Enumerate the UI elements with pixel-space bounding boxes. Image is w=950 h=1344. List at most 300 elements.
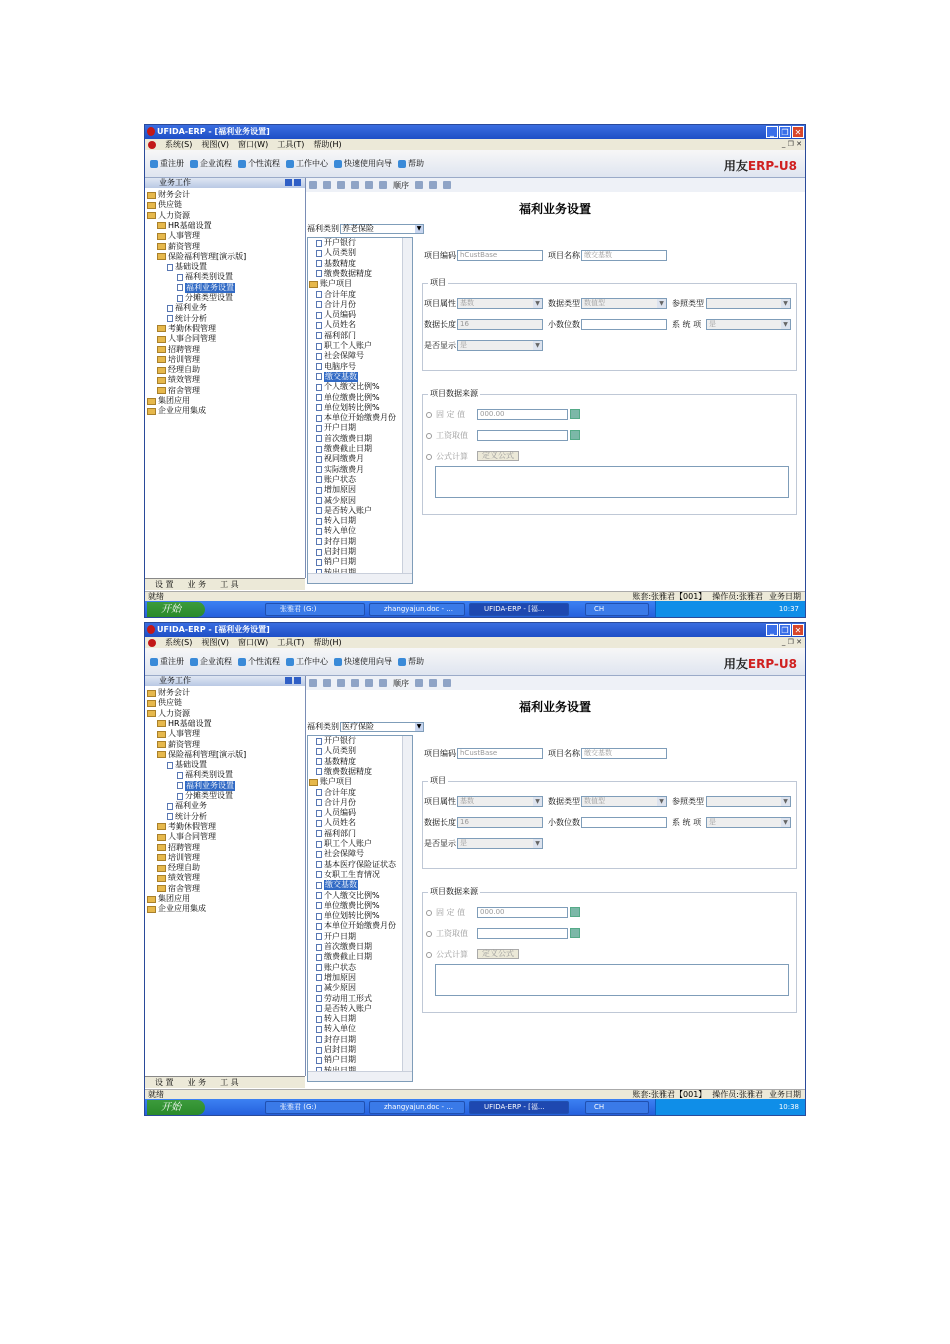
- exit-icon[interactable]: [443, 181, 451, 189]
- list-item[interactable]: [316, 238, 356, 248]
- enterprise-flow-button[interactable]: 企业流程: [190, 656, 232, 667]
- list-item[interactable]: [309, 279, 352, 289]
- code-field[interactable]: hCustBase: [457, 748, 543, 759]
- sys-label: 系 统 项: [672, 320, 702, 329]
- list-item[interactable]: [316, 891, 380, 901]
- folder-icon: [157, 222, 166, 229]
- tree-node[interactable]: [177, 293, 233, 303]
- work-center-button[interactable]: 工作中心: [286, 158, 328, 169]
- category-select[interactable]: [340, 224, 424, 234]
- dec-field[interactable]: [581, 319, 667, 330]
- fixed-lookup-icon[interactable]: [570, 907, 580, 917]
- tree-node-label: 培训管理: [168, 354, 200, 364]
- minimize-icon[interactable]: _: [766, 624, 778, 636]
- chevron-down-icon[interactable]: ▼: [657, 299, 666, 308]
- work-center-button[interactable]: 工作中心: [286, 656, 328, 667]
- fixed-field[interactable]: 000.00: [477, 907, 568, 918]
- tree-node[interactable]: [147, 396, 190, 406]
- save-icon[interactable]: [285, 179, 292, 186]
- menu-help[interactable]: 帮助(H): [313, 140, 342, 149]
- folder-icon: [157, 751, 166, 758]
- list-item-label: 缴费数据精度: [324, 766, 372, 776]
- page-icon: [316, 892, 322, 899]
- list-item[interactable]: [316, 444, 372, 454]
- tree-node[interactable]: [157, 822, 216, 832]
- quick-wizard-button[interactable]: 快速使用向导: [334, 158, 392, 169]
- menu-tools[interactable]: 工具(T): [277, 140, 305, 149]
- list-item[interactable]: [316, 547, 356, 557]
- attr-select[interactable]: 基数 ▼: [457, 796, 543, 807]
- name-field[interactable]: 缴交基数: [581, 250, 667, 261]
- list-item[interactable]: [316, 516, 356, 526]
- tree-node[interactable]: [157, 832, 216, 842]
- list-item[interactable]: [316, 475, 356, 485]
- delete-icon[interactable]: [337, 181, 345, 189]
- list-item[interactable]: [316, 506, 372, 516]
- list-item[interactable]: [316, 269, 372, 279]
- list-item[interactable]: [316, 808, 356, 818]
- list-item[interactable]: [316, 259, 356, 269]
- list-item[interactable]: [316, 1004, 372, 1014]
- list-item[interactable]: [316, 818, 356, 828]
- window-title: UFIDA-ERP - [福利业务设置]: [157, 127, 270, 136]
- undo-icon[interactable]: [365, 181, 373, 189]
- page-icon: [316, 332, 322, 339]
- list-item[interactable]: [316, 963, 356, 973]
- formula-textarea[interactable]: [435, 964, 789, 996]
- list-item[interactable]: [316, 973, 356, 983]
- chevron-down-icon[interactable]: ▼: [781, 320, 790, 329]
- list-item[interactable]: [316, 860, 396, 870]
- chevron-down-icon[interactable]: ▼: [657, 797, 666, 806]
- rtype-select[interactable]: [706, 298, 791, 309]
- folder-icon: [147, 690, 156, 697]
- folder-icon: [157, 377, 166, 384]
- list-item[interactable]: [316, 1014, 356, 1024]
- list-item[interactable]: [309, 777, 352, 787]
- quick-wizard-button[interactable]: 快速使用向导: [334, 656, 392, 667]
- name-field[interactable]: 缴交基数: [581, 748, 667, 759]
- page-icon: [316, 446, 322, 453]
- page-icon: [316, 861, 322, 868]
- tree-node[interactable]: [157, 729, 200, 739]
- list-item[interactable]: [316, 310, 356, 320]
- list-item-label: 转入日期: [324, 516, 356, 526]
- folder-icon: [147, 710, 156, 717]
- horizontal-scrollbar[interactable]: [308, 573, 412, 583]
- tree-node[interactable]: [177, 791, 233, 801]
- tree-node[interactable]: [147, 698, 182, 708]
- list-item-label: 首次缴费日期: [324, 942, 372, 951]
- chevron-down-icon[interactable]: ▼: [781, 797, 790, 806]
- menu-help[interactable]: 帮助(H): [313, 638, 342, 647]
- list-item[interactable]: [316, 880, 358, 890]
- list-item[interactable]: [316, 932, 356, 942]
- list-item[interactable]: [316, 454, 364, 464]
- delete-icon[interactable]: [337, 679, 345, 687]
- list-item[interactable]: [316, 829, 356, 839]
- task-word[interactable]: zhangyajun.doc - ...: [369, 603, 465, 616]
- tree-node-label: 集团应用: [158, 396, 190, 405]
- list-item[interactable]: [316, 341, 372, 351]
- page-icon: [316, 738, 322, 745]
- wage-field[interactable]: [477, 928, 568, 939]
- vertical-scrollbar[interactable]: [402, 736, 412, 1081]
- tree-node-label: HR基础设置: [168, 718, 212, 728]
- list-item[interactable]: [316, 290, 356, 300]
- mdi-controls[interactable]: _ ❐ ✕: [781, 140, 802, 148]
- chevron-down-icon[interactable]: ▼: [416, 224, 422, 232]
- rtype-select[interactable]: [706, 796, 791, 807]
- pin-icon[interactable]: [294, 179, 301, 186]
- tree-node[interactable]: [157, 355, 200, 365]
- item-list: [307, 237, 413, 584]
- sys-select[interactable]: 是 ▼: [706, 817, 791, 828]
- folder-icon: [147, 906, 156, 913]
- list-item[interactable]: [316, 537, 356, 547]
- dec-field[interactable]: [581, 817, 667, 828]
- list-item-label: 人员编码: [324, 808, 356, 818]
- menu-view[interactable]: 视图(V): [201, 140, 230, 149]
- wage-field[interactable]: [477, 430, 568, 441]
- page-icon: [316, 528, 322, 535]
- list-item[interactable]: [316, 300, 356, 310]
- dec-label: 小数位数: [548, 320, 580, 329]
- vertical-scrollbar[interactable]: [402, 238, 412, 583]
- list-item[interactable]: [316, 351, 364, 361]
- tree-node-label: HR基础设置: [168, 220, 212, 230]
- tree-node[interactable]: [157, 719, 212, 729]
- menu-tools[interactable]: 工具(T): [277, 638, 305, 647]
- task-ufida[interactable]: UFIDA-ERP - [福...: [469, 1101, 569, 1114]
- page-icon: [316, 1047, 322, 1054]
- save-icon[interactable]: [351, 181, 359, 189]
- tree-node[interactable]: [147, 688, 190, 698]
- tree-node[interactable]: [147, 904, 206, 914]
- tree-node-label: 考勤休假管理: [168, 821, 216, 831]
- ime-indicator[interactable]: CH: [585, 1101, 649, 1114]
- page-icon: [177, 284, 183, 291]
- tree-node[interactable]: [167, 801, 207, 811]
- folder-icon: [157, 844, 166, 851]
- task-folder[interactable]: 张雅君 (G:): [265, 603, 365, 616]
- help-icon[interactable]: [429, 679, 437, 687]
- list-item-label: 基数精度: [324, 258, 356, 268]
- tab-tools[interactable]: 工 具: [220, 580, 239, 589]
- list-item-label: 本单位开始缴费月份: [324, 413, 396, 423]
- list-item[interactable]: [316, 413, 396, 423]
- tree-node[interactable]: [157, 843, 200, 853]
- enterprise-flow-button[interactable]: 企业流程: [190, 158, 232, 169]
- fixed-radio[interactable]: [426, 412, 432, 418]
- list-item[interactable]: [316, 403, 380, 413]
- tree-node[interactable]: [177, 283, 235, 293]
- relogin-button[interactable]: 重注册: [150, 158, 184, 169]
- list-item[interactable]: [316, 485, 356, 495]
- personal-flow-button[interactable]: 个性流程: [238, 656, 280, 667]
- fixed-lookup-icon[interactable]: [570, 409, 580, 419]
- exit-icon[interactable]: [443, 679, 451, 687]
- list-item-label: 合计月份: [324, 797, 356, 807]
- list-item[interactable]: [316, 870, 380, 880]
- wage-lookup-icon[interactable]: [570, 928, 580, 938]
- content-area: [306, 676, 805, 1088]
- list-item-label: 销户日期: [324, 557, 356, 567]
- tree-node-label: 财务会计: [158, 190, 190, 199]
- chevron-down-icon[interactable]: ▼: [533, 341, 542, 350]
- help-icon[interactable]: [429, 181, 437, 189]
- fixed-radio[interactable]: [426, 910, 432, 916]
- list-item[interactable]: [316, 994, 372, 1004]
- help-button[interactable]: 帮助: [398, 656, 424, 667]
- undo-icon[interactable]: [365, 679, 373, 687]
- tree-node-label: 福利类别设置: [185, 272, 233, 282]
- tree-node[interactable]: [177, 781, 235, 791]
- list-item[interactable]: [316, 423, 356, 433]
- horizontal-scrollbar[interactable]: [308, 1071, 412, 1081]
- save-icon[interactable]: [285, 677, 292, 684]
- list-item[interactable]: [316, 746, 356, 756]
- page-icon: [316, 394, 322, 401]
- show-select[interactable]: 是 ▼: [457, 838, 543, 849]
- print-icon[interactable]: [309, 181, 317, 189]
- list-item[interactable]: [316, 331, 356, 341]
- close-icon[interactable]: ✕: [792, 624, 804, 636]
- wizard-icon: [334, 658, 342, 666]
- list-item[interactable]: [316, 1024, 356, 1034]
- sort-button[interactable]: 顺序: [393, 180, 409, 190]
- task-folder[interactable]: 张雅君 (G:): [265, 1101, 365, 1114]
- menu-system[interactable]: 系统(S): [165, 638, 193, 647]
- list-item-label: 人员姓名: [324, 818, 356, 828]
- formula-radio[interactable]: [426, 952, 432, 958]
- folder-icon: [157, 346, 166, 353]
- edit-icon[interactable]: [323, 181, 331, 189]
- page-icon: [316, 549, 322, 556]
- tree-node[interactable]: [157, 242, 200, 252]
- tree-node[interactable]: [157, 324, 216, 334]
- list-item[interactable]: [316, 921, 396, 931]
- chevron-down-icon[interactable]: ▼: [533, 299, 542, 308]
- mdi-controls[interactable]: _ ❐ ✕: [781, 638, 802, 646]
- sys-select[interactable]: 是 ▼: [706, 319, 791, 330]
- left-panel: [145, 178, 306, 578]
- print-icon[interactable]: [309, 679, 317, 687]
- list-item[interactable]: [316, 788, 356, 798]
- page-icon: [316, 1026, 322, 1033]
- tree-node[interactable]: [167, 314, 207, 324]
- list-item[interactable]: [316, 839, 372, 849]
- define-formula-button[interactable]: 定义公式: [477, 451, 519, 461]
- tree-node[interactable]: [157, 334, 216, 344]
- show-select[interactable]: 是 ▼: [457, 340, 543, 351]
- help-icon: [398, 160, 406, 168]
- page-icon: [316, 913, 322, 920]
- menu-view[interactable]: 视图(V): [201, 638, 230, 647]
- formula-label: 公式计算: [436, 452, 468, 461]
- category-row: [307, 721, 424, 732]
- code-field[interactable]: hCustBase: [457, 250, 543, 261]
- name-label: 项目名称: [548, 251, 580, 260]
- personal-icon: [238, 658, 246, 666]
- page-icon: [177, 274, 183, 281]
- list-item[interactable]: [316, 942, 372, 952]
- tree-node[interactable]: [147, 200, 182, 210]
- start-button[interactable]: 开始: [147, 602, 205, 617]
- define-formula-button[interactable]: 定义公式: [477, 949, 519, 959]
- tab-setup[interactable]: 设 置: [155, 1078, 174, 1087]
- tree-node[interactable]: [167, 262, 207, 272]
- show-label: 是否显示: [424, 839, 456, 848]
- attr-select[interactable]: 基数 ▼: [457, 298, 543, 309]
- minimize-icon[interactable]: _: [766, 126, 778, 138]
- ime-indicator[interactable]: CH: [585, 603, 649, 616]
- list-item[interactable]: [316, 1045, 356, 1055]
- list-item[interactable]: [316, 362, 356, 372]
- dtype-select[interactable]: 数值型 ▼: [581, 298, 667, 309]
- tree-node-label: 招聘管理: [168, 344, 200, 354]
- personal-flow-button[interactable]: 个性流程: [238, 158, 280, 169]
- sort-button[interactable]: 顺序: [393, 678, 409, 688]
- find-icon[interactable]: [415, 679, 423, 687]
- list-item[interactable]: [316, 248, 356, 258]
- page-icon: [167, 813, 173, 820]
- refresh-icon[interactable]: [379, 181, 387, 189]
- folder-icon: [157, 865, 166, 872]
- task-word[interactable]: zhangyajun.doc - ...: [369, 1101, 465, 1114]
- tree-node[interactable]: [157, 873, 200, 883]
- app-menu-icon[interactable]: [148, 639, 156, 647]
- find-icon[interactable]: [415, 181, 423, 189]
- folder-icon: [157, 834, 166, 841]
- list-item[interactable]: [316, 320, 356, 330]
- tree-node[interactable]: [157, 863, 200, 873]
- wage-radio[interactable]: [426, 433, 432, 439]
- tree-node[interactable]: [157, 221, 212, 231]
- tree-node[interactable]: [157, 740, 200, 750]
- help-button[interactable]: 帮助: [398, 158, 424, 169]
- len-field[interactable]: 16: [457, 817, 543, 828]
- tree-node[interactable]: [177, 770, 233, 780]
- tree-node[interactable]: [157, 853, 200, 863]
- len-field[interactable]: 16: [457, 319, 543, 330]
- tab-business[interactable]: 业 务: [187, 580, 207, 589]
- list-item-label: 缴费截止日期: [324, 952, 372, 962]
- list-item[interactable]: [316, 849, 364, 859]
- tree-node[interactable]: [157, 345, 200, 355]
- list-item[interactable]: [316, 372, 358, 382]
- list-item[interactable]: [316, 1035, 356, 1045]
- fixed-field[interactable]: 000.00: [477, 409, 568, 420]
- wage-radio[interactable]: [426, 931, 432, 937]
- tree-node[interactable]: [147, 709, 190, 719]
- chevron-down-icon[interactable]: ▼: [533, 797, 542, 806]
- tree-node[interactable]: [177, 272, 233, 282]
- list-item[interactable]: [316, 736, 356, 746]
- tree-node[interactable]: [157, 750, 246, 760]
- menu-window[interactable]: 窗口(W): [238, 140, 269, 149]
- tree-node[interactable]: [167, 760, 207, 770]
- tree-node[interactable]: [147, 406, 206, 416]
- folder-icon: [157, 885, 166, 892]
- tree-node[interactable]: [147, 190, 190, 200]
- tree-node[interactable]: [157, 386, 200, 396]
- list-item[interactable]: [316, 757, 356, 767]
- tree-node[interactable]: [157, 231, 200, 241]
- list-item[interactable]: [316, 911, 380, 921]
- tree-node[interactable]: [147, 894, 190, 904]
- edit-icon[interactable]: [323, 679, 331, 687]
- list-item[interactable]: [316, 465, 364, 475]
- list-item-label: 账户项目: [320, 279, 352, 289]
- app-menu-icon[interactable]: [148, 141, 156, 149]
- tree-node[interactable]: [157, 884, 200, 894]
- refresh-icon[interactable]: [379, 679, 387, 687]
- tree-node[interactable]: [147, 211, 190, 221]
- start-button[interactable]: 开始: [147, 1100, 205, 1115]
- chevron-down-icon[interactable]: ▼: [781, 818, 790, 827]
- page-icon: [316, 758, 322, 765]
- tree-node[interactable]: [157, 365, 200, 375]
- tree-node[interactable]: [167, 812, 207, 822]
- close-icon[interactable]: ✕: [792, 126, 804, 138]
- tree-node[interactable]: [157, 252, 246, 262]
- list-item[interactable]: [316, 952, 372, 962]
- category-select[interactable]: [340, 722, 424, 732]
- list-item[interactable]: [316, 496, 356, 506]
- dtype-select[interactable]: 数值型 ▼: [581, 796, 667, 807]
- list-item[interactable]: [316, 557, 356, 567]
- tree-node[interactable]: [167, 303, 207, 313]
- list-item[interactable]: [316, 767, 372, 777]
- formula-radio[interactable]: [426, 454, 432, 460]
- menu-window[interactable]: 窗口(W): [238, 638, 269, 647]
- formula-label: 公式计算: [436, 950, 468, 959]
- restore-icon[interactable]: ❐: [779, 126, 791, 138]
- list-item[interactable]: [316, 526, 356, 536]
- list-item[interactable]: [316, 434, 372, 444]
- save-icon[interactable]: [351, 679, 359, 687]
- page-icon: [316, 312, 322, 319]
- task-ufida[interactable]: UFIDA-ERP - [福...: [469, 603, 569, 616]
- chevron-down-icon[interactable]: ▼: [533, 839, 542, 848]
- relogin-button[interactable]: 重注册: [150, 656, 184, 667]
- list-item[interactable]: [316, 798, 356, 808]
- restore-icon[interactable]: ❐: [779, 624, 791, 636]
- page-icon: [316, 497, 322, 504]
- list-item[interactable]: [316, 1055, 356, 1065]
- list-item[interactable]: [316, 393, 380, 403]
- tab-setup[interactable]: 设 置: [155, 580, 174, 589]
- list-item[interactable]: [316, 382, 380, 392]
- chevron-down-icon[interactable]: ▼: [781, 299, 790, 308]
- page-icon: [316, 933, 322, 940]
- pin-icon[interactable]: [294, 677, 301, 684]
- folder-icon: [157, 823, 166, 830]
- tree-node[interactable]: [157, 375, 200, 385]
- tab-business[interactable]: 业 务: [187, 1078, 207, 1087]
- menu-system[interactable]: 系统(S): [165, 140, 193, 149]
- list-item[interactable]: [316, 983, 356, 993]
- list-item-label: 缴费数据精度: [324, 268, 372, 278]
- list-item[interactable]: [316, 901, 380, 911]
- chevron-down-icon[interactable]: ▼: [416, 722, 422, 730]
- attr-label: 项目属性: [424, 797, 456, 806]
- tree-node-label: 福利业务设置: [186, 282, 234, 292]
- tab-tools[interactable]: 工 具: [220, 1078, 239, 1087]
- wage-lookup-icon[interactable]: [570, 430, 580, 440]
- formula-textarea[interactable]: [435, 466, 789, 498]
